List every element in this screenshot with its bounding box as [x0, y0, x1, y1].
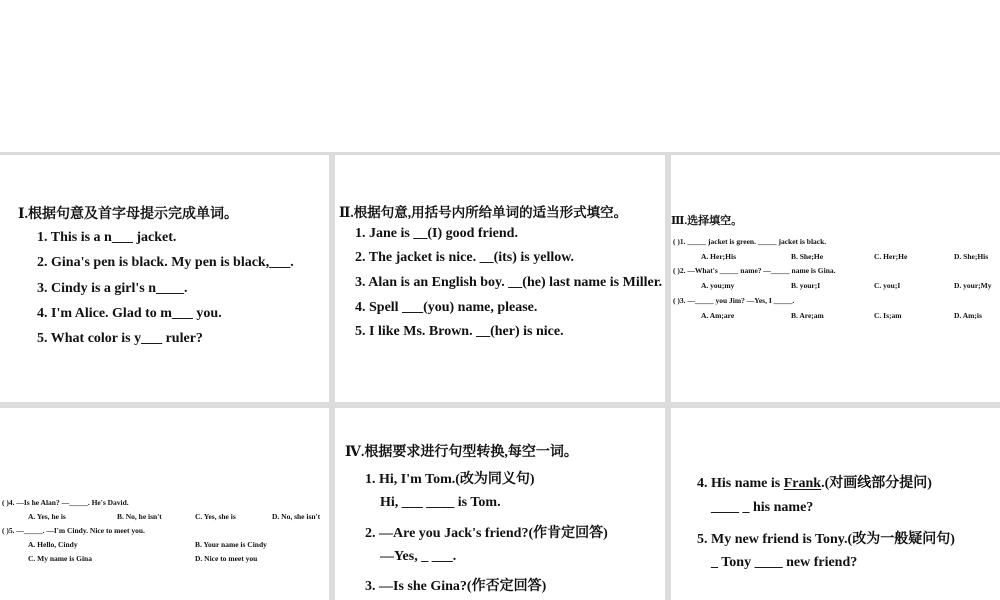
section-1-item-4: 4. I'm Alice. Glad to m___ you.	[37, 306, 222, 321]
section-4-item-5-answer: _ Tony ____ new friend?	[711, 555, 858, 570]
exercise-panel-1	[0, 155, 329, 402]
mc-q3-option-d: D. Am;is	[954, 311, 982, 320]
mc-question-1: ( )1. _____ jacket is green. _____ jacket is black.	[673, 237, 827, 246]
section-2-item-5: 5. I like Ms. Brown. __(her) is nice.	[355, 324, 564, 339]
exercise-panel-4	[0, 408, 329, 600]
exercise-panel-6	[671, 408, 1000, 600]
mc-q1-option-d: D. She;His	[954, 252, 989, 261]
exercise-panel-5	[335, 408, 665, 600]
mc-q2-option-a: A. you;my	[701, 281, 735, 290]
mc-q1-option-a: A. Her;His	[701, 252, 736, 261]
mc-q5-option-d: D. Nice to meet you	[195, 554, 258, 563]
section-4-item-1-answer: Hi, ___ ____ is Tom.	[380, 495, 501, 510]
section-2-item-4: 4. Spell ___(you) name, please.	[355, 300, 538, 315]
mc-q4-option-c: C. Yes, she is	[195, 512, 236, 521]
section-4-item-5: 5. My new friend is Tony.(改为一般疑问句)	[697, 532, 955, 547]
exercise-panel-2	[335, 155, 665, 402]
mc-q2-option-d: D. your;My	[954, 281, 992, 290]
section-4-item-4	[697, 472, 932, 492]
section-3-heading: Ⅲ.选择填空。	[671, 215, 743, 227]
item-4-underlined-word: Frank	[783, 476, 822, 491]
section-1-item-1: 1. This is a n___ jacket.	[37, 230, 177, 245]
section-2-item-1: 1. Jane is __(I) good friend.	[355, 226, 518, 241]
mc-question-4: ( )4. —Is he Alan? —_____. He's David.	[2, 498, 129, 507]
section-4-item-2: 2. —Are you Jack's friend?(作肯定回答)	[365, 526, 608, 541]
section-1-heading: Ⅰ.根据句意及首字母提示完成单词。	[18, 207, 239, 222]
section-4-heading: Ⅳ.根据要求进行句型转换,每空一词。	[345, 445, 578, 460]
mc-q4-option-b: B. No, he isn't	[117, 512, 162, 521]
section-2-item-3: 3. Alan is an English boy. __(he) last name is Miller.	[355, 275, 663, 290]
mc-q1-option-b: B. She;He	[791, 252, 824, 261]
section-4-item-4-answer: ____ _ his name?	[711, 500, 814, 515]
section-1-item-5: 5. What color is y___ ruler?	[37, 331, 203, 346]
item-4-prefix: 4. His name is	[697, 476, 784, 491]
mc-q4-option-a: A. Yes, he is	[28, 512, 66, 521]
section-4-item-2-answer: —Yes, _ ___.	[380, 549, 457, 564]
mc-q4-option-d: D. No, she isn't	[272, 512, 321, 521]
mc-q5-option-c: C. My name is Gina	[28, 554, 92, 563]
section-4-item-3: 3. —Is she Gina?(作否定回答)	[365, 579, 547, 594]
section-2-item-2: 2. The jacket is nice. __(its) is yellow.	[355, 250, 575, 265]
mc-q2-option-c: C. you;I	[874, 281, 901, 290]
mc-q1-option-c: C. Her;He	[874, 252, 908, 261]
mc-q3-option-c: C. Is;am	[874, 311, 902, 320]
mc-q3-option-b: B. Are;am	[791, 311, 824, 320]
mc-q5-option-b: B. Your name is Cindy	[195, 540, 267, 549]
mc-q5-option-a: A. Hello, Cindy	[28, 540, 78, 549]
mc-question-3: ( )3. —_____ you Jim? —Yes, I _____.	[673, 296, 795, 305]
mc-q3-option-a: A. Am;are	[701, 311, 735, 320]
section-4-item-1: 1. Hi, I'm Tom.(改为同义句)	[365, 472, 535, 487]
mc-q2-option-b: B. your;I	[791, 281, 821, 290]
mc-question-5: ( )5. —_____. —I'm Cindy. Nice to meet you.	[2, 526, 145, 535]
section-1-item-3: 3. Cindy is a girl's n____.	[37, 281, 188, 296]
section-1-item-2: 2. Gina's pen is black. My pen is black,___.	[37, 255, 294, 270]
section-2-heading: Ⅱ.根据句意,用括号内所给单词的适当形式填空。	[339, 205, 628, 220]
mc-question-2: ( )2. —What's _____ name? —_____ name is Gina.	[673, 266, 836, 275]
exercise-panel-3	[671, 155, 1000, 402]
item-4-suffix: .(对画线部分提问)	[821, 476, 932, 491]
